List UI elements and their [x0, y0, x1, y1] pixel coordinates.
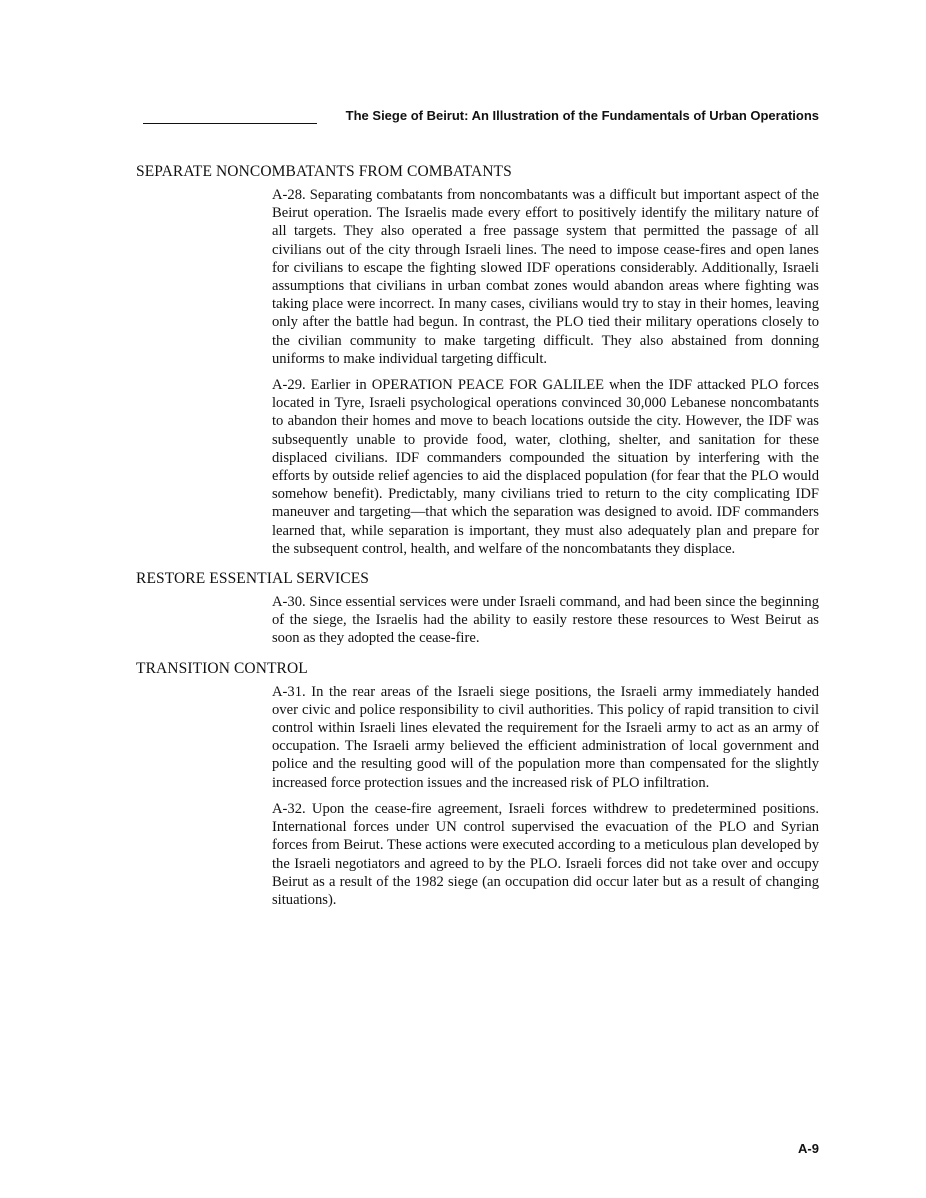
- paragraph-a-31: A-31. In the rear areas of the Israeli siege positions, the Israeli army immediately handed over civic and police responsibility to civil authorities. This policy of rapid transition to civil control within Israeli lines elevated the requirement for the Israeli army to act as an army of occupation. The Israeli army believed the efficient administration of local government and police and the resulting good will of the population more than compensated for the slightly increased force protection issues and the increased risk of PLO infiltration.: [272, 683, 819, 791]
- paragraph-a-29: A-29. Earlier in OPERATION PEACE FOR GALILEE when the IDF attacked PLO forces located in Tyre, Israeli psychological operations convinced 30,000 Lebanese noncombatants to abandon their homes and move to beach locations outside the city. However, the IDF was subsequently unable to provide food, water, clothing, shelter, and sanitation for these displaced civilians. IDF commanders compounded the situation by interfering with the efforts by outside relief agencies to aid the displaced population (for fear that the PLO would somehow benefit). Predictably, many civilians tried to return to the city complicating IDF maneuver and targeting—that which the separation was designed to avoid. IDF commanders learned that, while separation is important, they must also adequately plan and prepare for the subsequent control, health, and welfare of the noncombatants they displace.: [272, 377, 819, 557]
- section-heading: SEPARATE NONCOMBATANTS FROM COMBATANTS: [136, 163, 512, 180]
- section-transition-control: [136, 660, 819, 909]
- header-title: The Siege of Beirut: An Illustration of the Fundamentals of Urban Operations: [345, 108, 819, 123]
- page-body: [136, 163, 819, 921]
- section-separate-noncombatants: [136, 163, 819, 558]
- header-rule: [143, 123, 317, 124]
- paragraph-a-32: A-32. Upon the cease-fire agreement, Israeli forces withdrew to predetermined positions. International forces under UN control supervised the evacuation of the PLO and Syrian forces from Beirut. These actions were executed according to a meticulous plan developed by the Israeli negotiators and agreed to by the PLO. Israeli forces did not take over and occupy Beirut as a result of the 1982 siege (an occupation did occur later but as a result of changing situations).: [272, 800, 819, 908]
- running-header: [143, 107, 819, 127]
- section-heading: TRANSITION CONTROL: [136, 659, 308, 677]
- paragraph-a-28: A-28. Separating combatants from noncombatants was a difficult but important aspect of the Beirut operation. The Israelis made every effort to positively identify the military nature of all targets. They also operated a free passage system that permitted the passage of all civilians out of the city through Israeli lines. The need to impose cease-fires and open lanes for civilians to escape the fighting slowed IDF operations considerably. Additionally, Israeli assumptions that civilians in urban combat zones would abandon areas where fighting was taking place were incorrect. In many cases, civilians would try to stay in their homes, leaving only after the battle had begun. In contrast, the PLO tied their military operations closely to the civilian community to make targeting difficult. They also abstained from donning uniforms to make individual targeting difficult.: [272, 187, 819, 367]
- section-restore-essential-services: [136, 570, 819, 648]
- page-number: A-9: [798, 1141, 819, 1156]
- section-heading: RESTORE ESSENTIAL SERVICES: [136, 570, 370, 588]
- paragraph-a-30: A-30. Since essential services were under Israeli command, and had been since the beginning of the siege, the Israelis had the ability to easily restore these resources to West Beirut as soon as they adopted the cease-fire.: [272, 594, 819, 647]
